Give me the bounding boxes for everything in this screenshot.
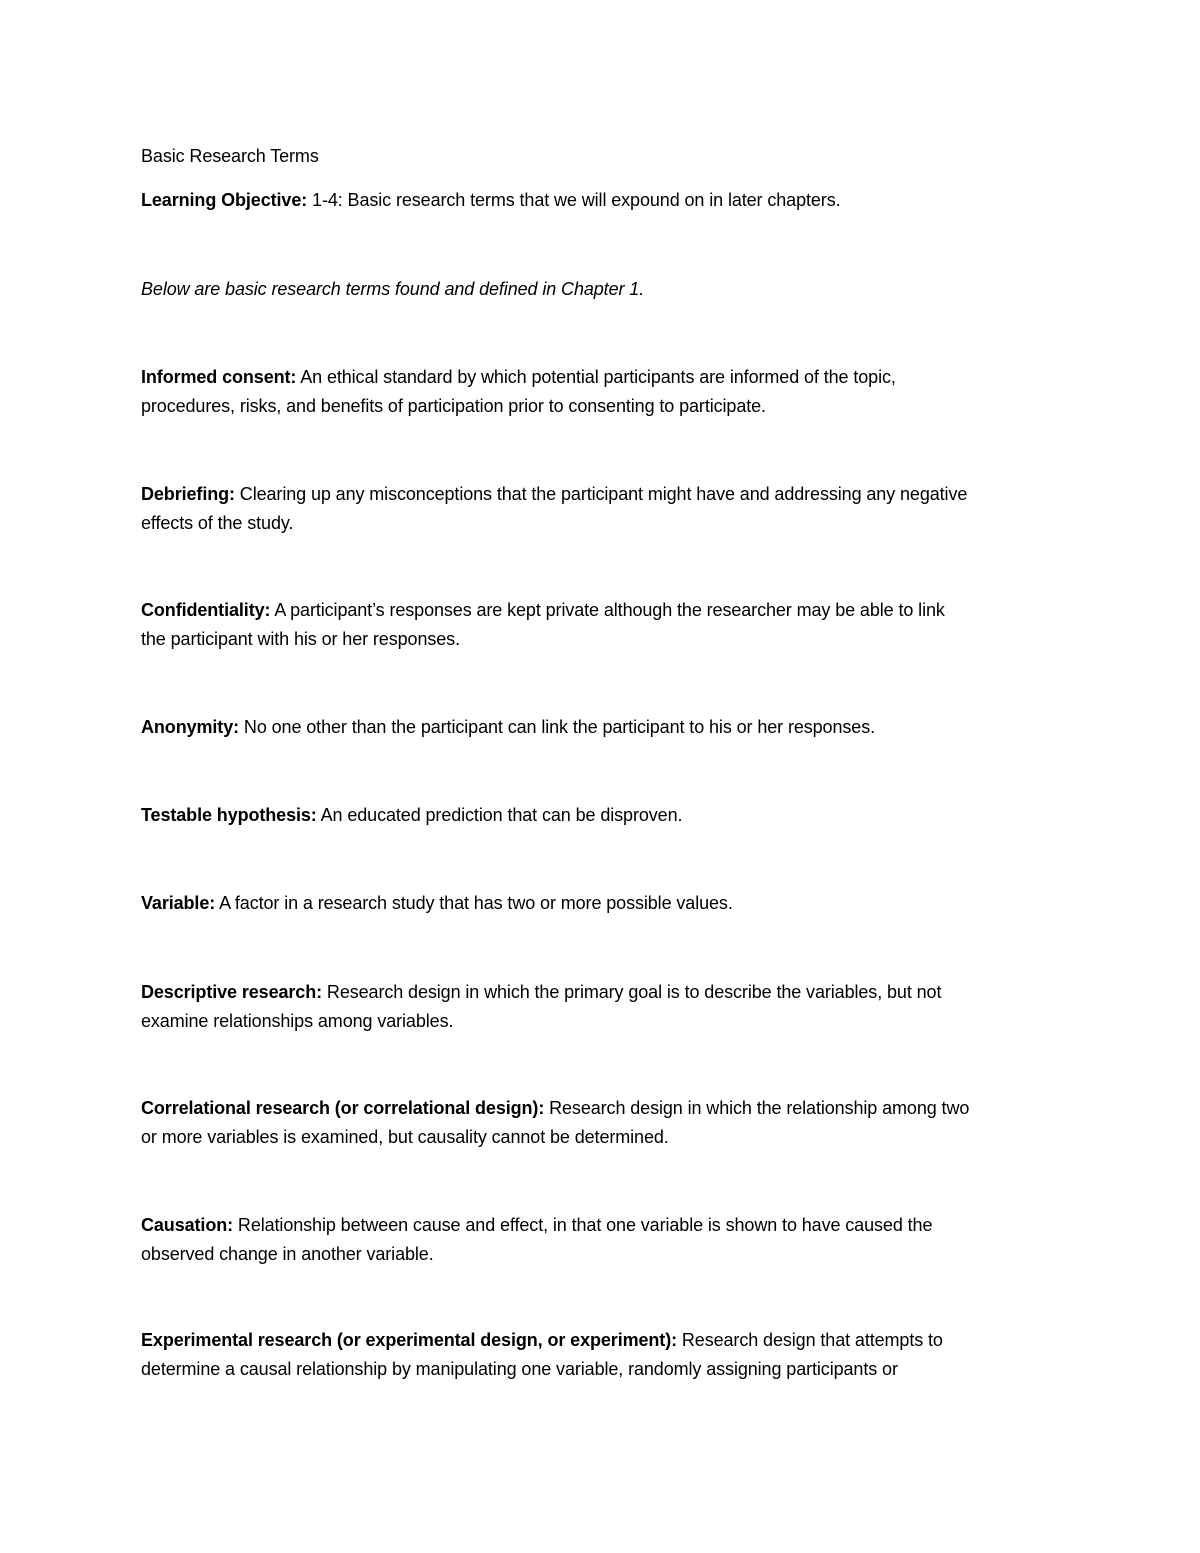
term-first-line [141,480,1071,509]
term-name: Informed consent: [141,367,297,387]
term-first-line [141,596,1071,625]
term-name: Testable hypothesis: [141,805,317,825]
term-definition-continued: procedures, risks, and benefits of participation prior to consenting to participate. [141,396,766,416]
term-definition: Research design in which the relationship among two [544,1098,970,1118]
term-definition: A factor in a research study that has two or more possible values. [215,893,733,913]
term-definition-continued: determine a causal relationship by manipulating one variable, randomly assigning participants or [141,1359,898,1379]
document-title: Basic Research Terms [141,146,319,166]
term-definition: An ethical standard by which potential participants are informed of the topic, [296,367,896,387]
term-definition: Research design in which the primary goal is to describe the variables, but not [322,982,942,1002]
learning-objective [141,186,1071,215]
term-entry [141,480,1071,538]
term-definition-continued: effects of the study. [141,513,294,533]
term-name: Confidentiality: [141,600,271,620]
term-definition-continued: observed change in another variable. [141,1244,434,1264]
term-definition: An educated prediction that can be disproven. [316,805,683,825]
term-definition: Relationship between cause and effect, in that one variable is shown to have caused the [233,1215,933,1235]
term-definition: Research design that attempts to [677,1330,943,1350]
term-name: Variable: [141,893,216,913]
term-entry [141,1326,1071,1384]
term-entry [141,596,1071,654]
term-name: Debriefing: [141,484,235,504]
term-entry [141,363,1071,421]
term-entry [141,978,1071,1036]
term-first-line [141,889,1071,918]
term-first-line [141,363,1071,392]
term-first-line [141,978,1071,1007]
term-first-line [141,801,1071,830]
term-first-line [141,1211,1071,1240]
term-entry [141,801,1071,830]
intro-text: Below are basic research terms found and defined in Chapter 1. [141,279,645,299]
term-definition: A participant’s responses are kept private although the researcher may be able to link [270,600,945,620]
learning-objective-text: 1-4: Basic research terms that we will expound on in later chapters. [307,190,841,210]
term-first-line [141,1094,1071,1123]
learning-objective-label: Learning Objective: [141,190,308,210]
term-entry [141,1211,1071,1269]
term-first-line [141,713,1071,742]
term-definition: No one other than the participant can link the participant to his or her responses. [239,717,875,737]
term-name: Causation: [141,1215,234,1235]
term-name: Experimental research (or experimental design, or experiment): [141,1330,677,1350]
term-definition: Clearing up any misconceptions that the participant might have and addressing any negative [234,484,968,504]
term-name: Anonymity: [141,717,240,737]
term-name: Descriptive research: [141,982,323,1002]
term-definition-continued: or more variables is examined, but causality cannot be determined. [141,1127,669,1147]
term-definition-continued: examine relationships among variables. [141,1011,454,1031]
term-first-line [141,1326,1071,1355]
term-entry [141,1094,1071,1152]
term-name: Correlational research (or correlational design): [141,1098,545,1118]
term-definition-continued: the participant with his or her responses. [141,629,460,649]
term-entry [141,889,1071,918]
term-entry [141,713,1071,742]
